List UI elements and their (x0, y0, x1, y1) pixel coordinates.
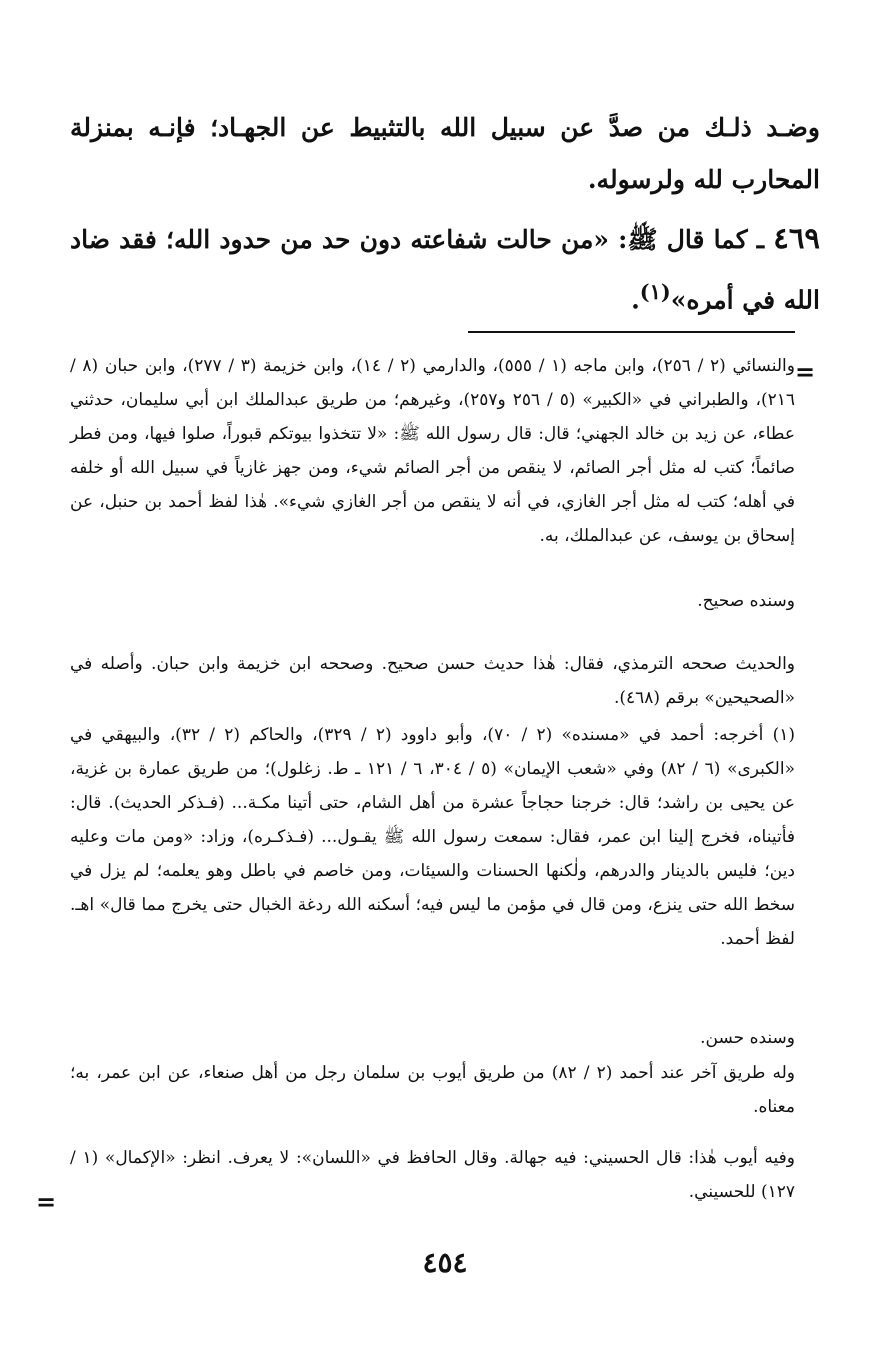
hadith-text: ـ كما قال ﷺ: «من حالت شفاعته دون حد من حدود الله؛ فقد ضاد الله في أمره» (70, 225, 820, 315)
footnote-divider (468, 331, 795, 333)
continuation-mark-bottom: = (36, 1187, 57, 1216)
footnote-block: والنسائي (٢ / ٢٥٦)، وابن ماجه (١ / ٥٥٥)، والدارمي (٢ / ١٤)، وابن خزيمة (٣ / ٢٧٧)، وابن حبان (٨ / ٢١٦)، والطبراني في «الكبير» (٥ / ٢٥٦ و٢٥٧)، وغيرهم؛ من طريق عبدالملك ابن أبي سليمان، حدثني عطاء، عن زيد بن خالد الجهني؛ قال: قال رسول الله ﷺ: «لا تتخذوا بيوتكم قبوراً، صلوا فيها، ومن فطر صائماً؛ كتب له مثل أجر الصائم، لا ينقص من أجر الصائم شيء، ومن جهز غازياً في سبيل الله أو خلفه في أهله؛ كتب له مثل أجر الغازي، في أنه لا ينقص من أجر الغازي شيء». هٰذا لفظ أحمد بن حنبل، عن إسحاق بن يوسف، عن عبدالملك، به. (70, 356, 795, 546)
footnote-block: وفيه أيوب هٰذا: قال الحسيني: فيه جهالة. وقال الحافظ في «اللسان»: لا يعرف. انظر: «الإكمال» (١ / ١٢٧) للحسيني. (70, 1148, 795, 1202)
main-paragraph-text: وضـد ذلـك من صدَّ عن سبيل الله بالتثبيط عن الجهـاد؛ فإنـه بمنزلة المحارب لله ولرسوله. (70, 113, 820, 194)
footnote-block: وسنده صحيح. (697, 591, 795, 611)
footnote-block: وسنده حسن. (700, 1028, 795, 1048)
footnote-block: والحديث صححه الترمذي، فقال: هٰذا حديث حسن صحيح. وصححه ابن خزيمة وابن حبان. وأصله في «الصحيحين» برقم (٤٦٨). (70, 654, 795, 708)
page-number: ٤٥٤ (422, 1246, 468, 1279)
continuation-mark-top: = (795, 357, 816, 386)
footnote-block: وله طريق آخر عند أحمد (٢ / ٨٢) من طريق أيوب بن سلمان رجل من أهل صنعاء، عن ابن عمر، به؛ معناه. (70, 1063, 795, 1117)
hadith-end: . (631, 285, 640, 315)
hadith-number: ٤٦٩ (773, 221, 820, 255)
main-paragraph (70, 102, 820, 206)
footnote-1: (١) أخرجه: أحمد في «مسنده» (٢ / ٧٠)، وأبو داوود (٢ / ٣٢٩)، والحاكم (٢ / ٣٢)، والبيهقي في «الكبرى» (٦ / ٨٢) وفي «شعب الإيمان» (٥ / ٣٠٤، ٦ / ١٢١ ـ ط. زغلول)؛ من طريق عمارة بن غزية، عن يحيى بن راشد؛ قال: خرجنا حجاجاً عشرة من أهل الشام، حتى أتينا مكـة... (فـذكر الحديث). قال: فأتيناه، فخرج إلينا ابن عمر، فقال: سمعت رسول الله ﷺ يقـول... (فـذكـره)، وزاد: «ومن مات وعليه دين؛ فليس بالدينار والدرهم، ولٰكنها الحسنات والسيئات، ومن خاصم في باطل وهو يعلمه؛ لم يزل في سخط الله حتى ينزع، ومن قال في مؤمن ما ليس فيه؛ أسكنه الله ردغة الخبال حتى يخرج مما قال» اهـ. لفظ أحمد. (70, 725, 796, 949)
hadith-paragraph (70, 212, 820, 326)
footnote-reference: (١) (639, 279, 671, 304)
